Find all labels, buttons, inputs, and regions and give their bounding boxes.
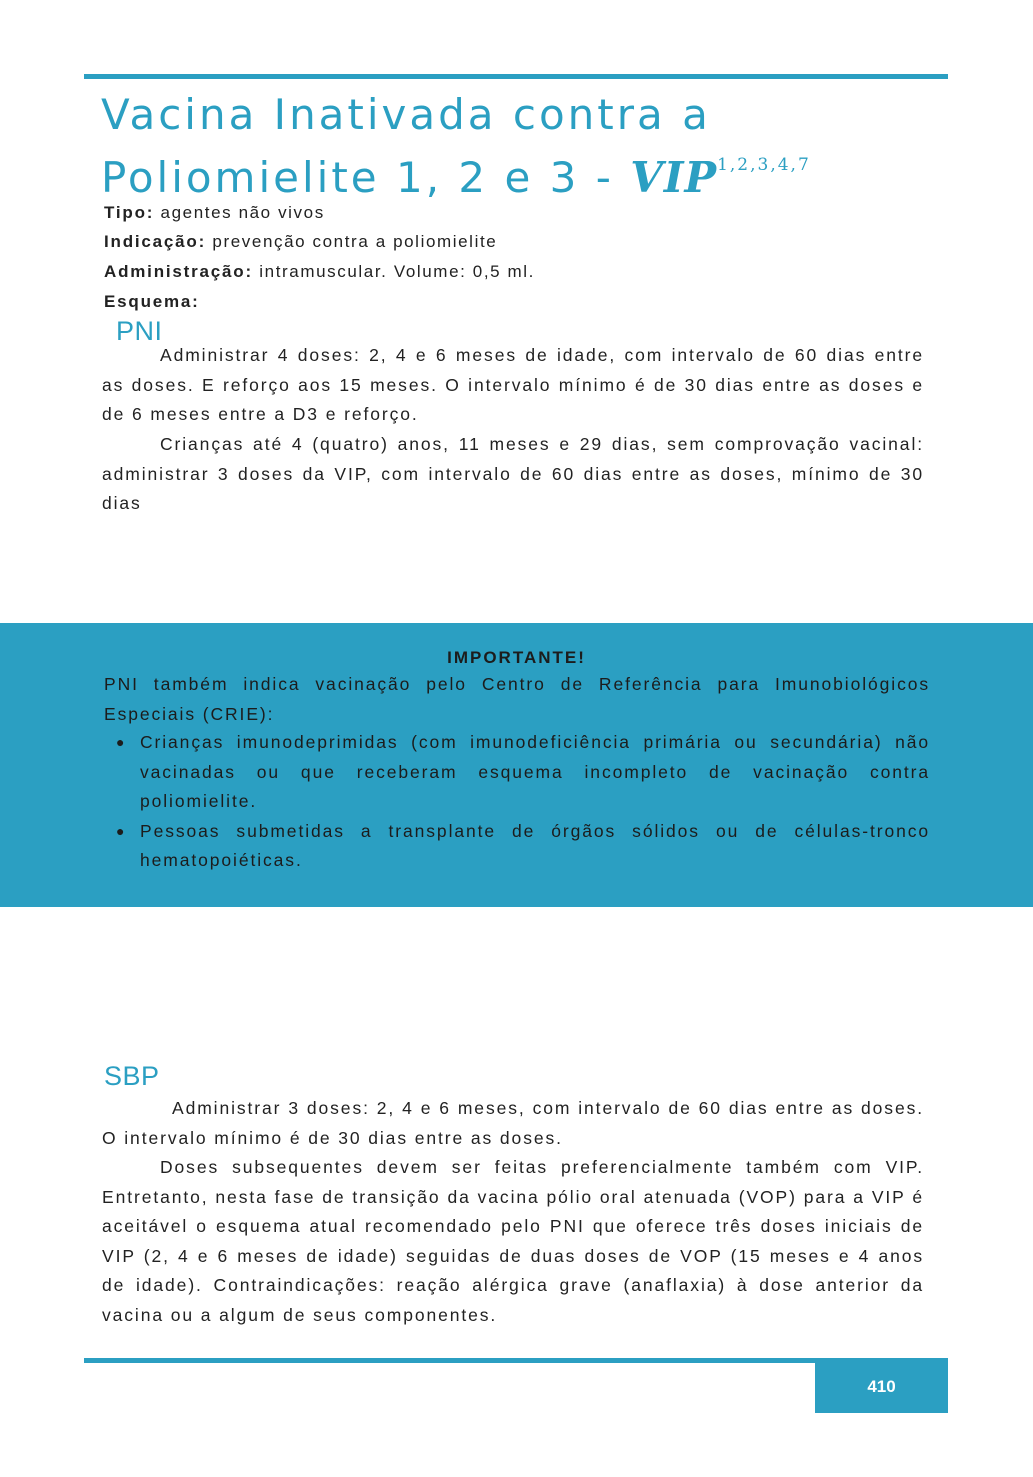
meta-tipo xyxy=(104,203,325,223)
pni-paragraph-1-text: Administrar 4 doses: 2, 4 e 6 meses de idade, com intervalo de 60 dias entre as doses. E reforço aos 15 meses. O intervalo mínimo é de 30 dias entre as doses e de 6 meses entre a D3 e reforço. xyxy=(102,345,924,425)
indicacao-value: prevenção contra a poliomielite xyxy=(206,232,498,251)
pni-paragraph-2-text: Crianças até 4 (quatro) anos, 11 meses e 29 dias, sem comprovação vacinal: administrar 3 doses da VIP, com intervalo de 60 dias entre as doses, mínimo de 30 dias xyxy=(102,434,924,514)
title-line-2-prefix: Poliomielite 1, 2 e 3 - xyxy=(101,153,631,202)
administracao-label: Administração: xyxy=(104,262,253,281)
tipo-label: Tipo: xyxy=(104,203,155,222)
page-number: 410 xyxy=(815,1360,948,1413)
list-item xyxy=(104,728,930,817)
title-vip: VIP xyxy=(630,153,718,202)
page-title xyxy=(101,90,961,203)
bullet-icon: ● xyxy=(116,822,127,839)
list-item-text: Crianças imunodeprimidas (com imunodeficiência primária ou secundária) não vacinadas ou que receberam esquema incompleto de vacinação contra poliomielite. xyxy=(140,732,930,812)
importante-intro: PNI também indica vacinação pelo Centro de Referência para Imunobiológicos Especiais (CRIE): xyxy=(104,674,930,724)
sbp-heading: SBP xyxy=(104,1061,160,1091)
meta-administracao xyxy=(104,262,535,282)
indicacao-label: Indicação: xyxy=(104,232,207,251)
sbp-paragraph-2 xyxy=(102,1153,924,1331)
pni-paragraph-1 xyxy=(102,341,924,430)
title-references: 1,2,3,4,7 xyxy=(717,155,811,175)
importante-title: IMPORTANTE! xyxy=(447,648,586,667)
administracao-value: intramuscular. Volume: 0,5 ml. xyxy=(252,262,535,281)
title-line-1: Vacina Inativada contra a xyxy=(101,90,711,139)
meta-esquema xyxy=(104,292,200,312)
pni-paragraph-2 xyxy=(102,430,924,519)
sbp-paragraph-1 xyxy=(102,1094,924,1153)
tipo-value: agentes não vivos xyxy=(154,203,325,222)
title-line-2 xyxy=(101,140,961,203)
sbp-paragraph-2-text: Doses subsequentes devem ser feitas preferencialmente também com VIP. Entretanto, nesta fase de transição da vacina pólio oral atenuada (VOP) para a VIP é aceitável o esquema atual recomendado pelo PNI que oferece três doses iniciais de VIP (2, 4 e 6 meses de idade) seguidas de duas doses de VOP (15 meses e 4 anos de idade). Contraindicações: reação alérgica grave (anaflaxia) à dose anterior da vacina ou a algum de seus componentes. xyxy=(102,1157,924,1325)
list-item-text: Pessoas submetidas a transplante de órgãos sólidos ou de células-tronco hematopoiéticas. xyxy=(140,820,930,871)
bullet-icon: ● xyxy=(116,734,127,750)
pni-heading: PNI xyxy=(116,316,163,346)
list-item xyxy=(104,817,930,876)
esquema-label: Esquema: xyxy=(104,292,200,311)
top-rule xyxy=(84,74,948,79)
meta-indicacao xyxy=(104,232,497,252)
importante-list xyxy=(104,728,930,876)
sbp-paragraph-1-text: Administrar 3 doses: 2, 4 e 6 meses, com intervalo de 60 dias entre as doses. O intervalo mínimo é de 30 dias entre as doses. xyxy=(102,1098,924,1148)
